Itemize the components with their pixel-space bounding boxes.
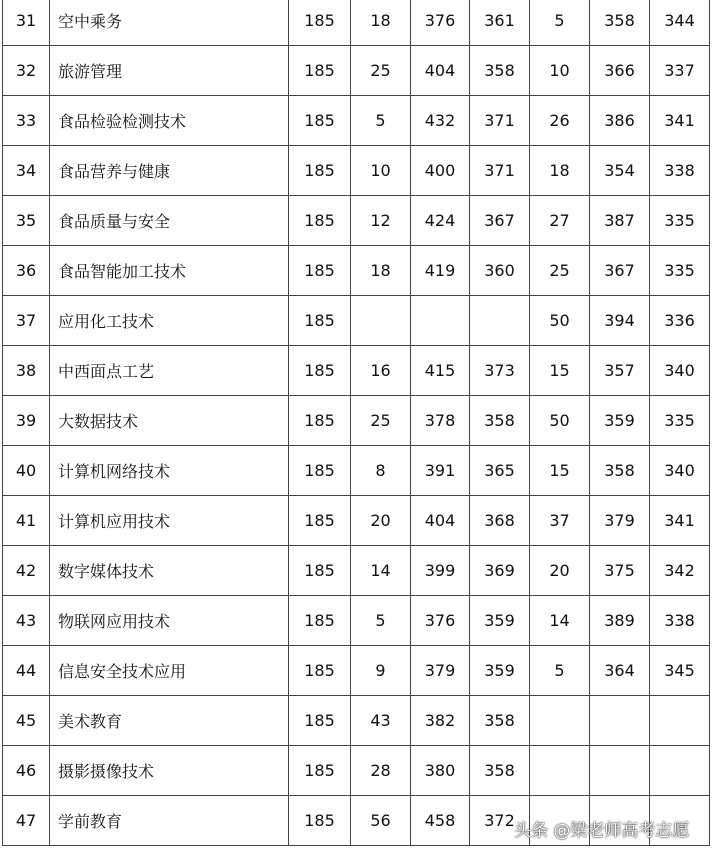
count-cell: 20 (530, 546, 590, 596)
score-cell: 387 (590, 196, 650, 246)
score-cell: 376 (411, 0, 470, 46)
row-number-cell: 31 (3, 0, 50, 46)
row-number-cell: 46 (3, 746, 50, 796)
score-cell: 367 (470, 196, 530, 246)
row-number-cell: 35 (3, 196, 50, 246)
score-cell: 404 (411, 496, 470, 546)
score-cell: 371 (470, 146, 530, 196)
score-cell: 399 (411, 546, 470, 596)
count-cell: 8 (351, 446, 411, 496)
score-cell: 337 (650, 46, 710, 96)
score-cell: 360 (470, 246, 530, 296)
major-name-cell: 食品检验检测技术 (50, 96, 289, 146)
score-cell: 364 (590, 646, 650, 696)
score-cell: 185 (289, 346, 351, 396)
score-cell: 185 (289, 446, 351, 496)
row-number-cell: 36 (3, 246, 50, 296)
major-name-cell: 空中乘务 (50, 0, 289, 46)
major-name-cell: 数字媒体技术 (50, 546, 289, 596)
table-row (3, 496, 710, 546)
score-cell: 372 (470, 796, 530, 846)
major-name-cell: 大数据技术 (50, 396, 289, 446)
score-cell: 185 (289, 96, 351, 146)
count-cell: 18 (351, 246, 411, 296)
count-cell: 18 (530, 146, 590, 196)
major-name-cell: 摄影摄像技术 (50, 746, 289, 796)
major-name-cell: 食品质量与安全 (50, 196, 289, 246)
score-cell: 185 (289, 696, 351, 746)
score-cell: 340 (650, 446, 710, 496)
row-number-cell: 40 (3, 446, 50, 496)
row-number-cell: 37 (3, 296, 50, 346)
count-cell (530, 696, 590, 746)
count-cell: 25 (351, 396, 411, 446)
row-number-cell: 47 (3, 796, 50, 846)
table-row (3, 46, 710, 96)
count-cell: 16 (351, 346, 411, 396)
score-cell: 185 (289, 146, 351, 196)
major-name-cell: 计算机网络技术 (50, 446, 289, 496)
score-cell: 373 (470, 346, 530, 396)
count-cell: 26 (530, 96, 590, 146)
score-cell: 185 (289, 196, 351, 246)
score-cell: 361 (470, 0, 530, 46)
count-cell: 43 (351, 696, 411, 746)
score-cell: 378 (411, 396, 470, 446)
score-cell (470, 296, 530, 346)
score-cell (590, 696, 650, 746)
score-cell: 419 (411, 246, 470, 296)
score-cell: 344 (650, 0, 710, 46)
score-cell: 358 (470, 396, 530, 446)
score-cell: 185 (289, 746, 351, 796)
score-cell: 185 (289, 546, 351, 596)
count-cell: 5 (530, 646, 590, 696)
score-cell: 375 (590, 546, 650, 596)
score-cell: 367 (590, 246, 650, 296)
count-cell: 5 (530, 0, 590, 46)
score-cell: 379 (590, 496, 650, 546)
row-number-cell: 38 (3, 346, 50, 396)
count-cell: 10 (530, 46, 590, 96)
score-cell: 404 (411, 46, 470, 96)
row-number-cell: 42 (3, 546, 50, 596)
major-name-cell: 物联网应用技术 (50, 596, 289, 646)
score-cell: 432 (411, 96, 470, 146)
count-cell: 9 (351, 646, 411, 696)
count-cell: 14 (351, 546, 411, 596)
count-cell: 15 (530, 346, 590, 396)
score-cell: 335 (650, 246, 710, 296)
score-cell: 185 (289, 396, 351, 446)
score-cell: 389 (590, 596, 650, 646)
score-cell: 379 (411, 646, 470, 696)
score-cell: 341 (650, 496, 710, 546)
row-number-cell: 32 (3, 46, 50, 96)
table-row (3, 746, 710, 796)
row-number-cell: 43 (3, 596, 50, 646)
major-name-cell: 信息安全技术应用 (50, 646, 289, 696)
score-cell: 335 (650, 196, 710, 246)
table-row (3, 146, 710, 196)
count-cell: 28 (351, 746, 411, 796)
score-cell: 185 (289, 796, 351, 846)
table-row (3, 96, 710, 146)
major-name-cell: 应用化工技术 (50, 296, 289, 346)
score-cell: 342 (650, 546, 710, 596)
row-number-cell: 45 (3, 696, 50, 746)
score-cell: 415 (411, 346, 470, 396)
major-name-cell: 美术教育 (50, 696, 289, 746)
score-cell: 357 (590, 346, 650, 396)
score-cell (650, 746, 710, 796)
score-cell: 354 (590, 146, 650, 196)
count-cell: 20 (351, 496, 411, 546)
row-number-cell: 34 (3, 146, 50, 196)
major-name-cell: 食品营养与健康 (50, 146, 289, 196)
major-name-cell: 学前教育 (50, 796, 289, 846)
count-cell: 56 (351, 796, 411, 846)
score-cell: 424 (411, 196, 470, 246)
major-name-cell: 中西面点工艺 (50, 346, 289, 396)
score-cell: 185 (289, 0, 351, 46)
score-table (2, 0, 710, 846)
count-cell: 12 (351, 196, 411, 246)
count-cell: 5 (351, 596, 411, 646)
table-row (3, 396, 710, 446)
table-row (3, 646, 710, 696)
score-cell: 358 (590, 0, 650, 46)
count-cell: 15 (530, 446, 590, 496)
table-row (3, 596, 710, 646)
table-row (3, 696, 710, 746)
score-cell: 368 (470, 496, 530, 546)
count-cell: 5 (351, 96, 411, 146)
count-cell: 27 (530, 196, 590, 246)
score-cell: 386 (590, 96, 650, 146)
score-cell: 394 (590, 296, 650, 346)
count-cell: 14 (530, 596, 590, 646)
table-row (3, 296, 710, 346)
row-number-cell: 41 (3, 496, 50, 546)
major-name-cell: 旅游管理 (50, 46, 289, 96)
score-cell: 185 (289, 646, 351, 696)
score-cell: 336 (650, 296, 710, 346)
score-cell: 358 (470, 46, 530, 96)
table-row (3, 246, 710, 296)
row-number-cell: 33 (3, 96, 50, 146)
score-cell: 458 (411, 796, 470, 846)
major-name-cell: 食品智能加工技术 (50, 246, 289, 296)
score-cell: 359 (590, 396, 650, 446)
score-cell: 376 (411, 596, 470, 646)
score-cell (411, 296, 470, 346)
score-cell: 185 (289, 596, 351, 646)
count-cell: 18 (351, 0, 411, 46)
table-row (3, 346, 710, 396)
score-cell: 340 (650, 346, 710, 396)
score-cell: 185 (289, 296, 351, 346)
row-number-cell: 39 (3, 396, 50, 446)
score-cell: 358 (470, 746, 530, 796)
score-cell (650, 696, 710, 746)
watermark: 头条 @梁老师高考志愿 (514, 821, 690, 841)
count-cell: 50 (530, 396, 590, 446)
score-cell: 371 (470, 96, 530, 146)
table-body (3, 0, 710, 846)
score-cell: 335 (650, 396, 710, 446)
score-cell (590, 746, 650, 796)
count-cell (351, 296, 411, 346)
score-cell: 380 (411, 746, 470, 796)
score-cell: 185 (289, 496, 351, 546)
score-cell: 366 (590, 46, 650, 96)
table-row (3, 0, 710, 46)
score-cell: 358 (590, 446, 650, 496)
table-row (3, 446, 710, 496)
score-cell: 369 (470, 546, 530, 596)
count-cell (530, 746, 590, 796)
score-cell: 345 (650, 646, 710, 696)
score-cell: 358 (470, 696, 530, 746)
count-cell: 10 (351, 146, 411, 196)
table-row (3, 546, 710, 596)
score-cell: 382 (411, 696, 470, 746)
score-cell: 359 (470, 646, 530, 696)
count-cell: 25 (530, 246, 590, 296)
table-row (3, 196, 710, 246)
score-cell: 338 (650, 596, 710, 646)
count-cell: 50 (530, 296, 590, 346)
count-cell: 37 (530, 496, 590, 546)
major-name-cell: 计算机应用技术 (50, 496, 289, 546)
score-cell: 359 (470, 596, 530, 646)
score-cell: 185 (289, 246, 351, 296)
row-number-cell: 44 (3, 646, 50, 696)
score-cell: 185 (289, 46, 351, 96)
score-cell: 338 (650, 146, 710, 196)
score-cell: 365 (470, 446, 530, 496)
score-cell: 341 (650, 96, 710, 146)
count-cell: 25 (351, 46, 411, 96)
score-cell: 400 (411, 146, 470, 196)
score-cell: 391 (411, 446, 470, 496)
